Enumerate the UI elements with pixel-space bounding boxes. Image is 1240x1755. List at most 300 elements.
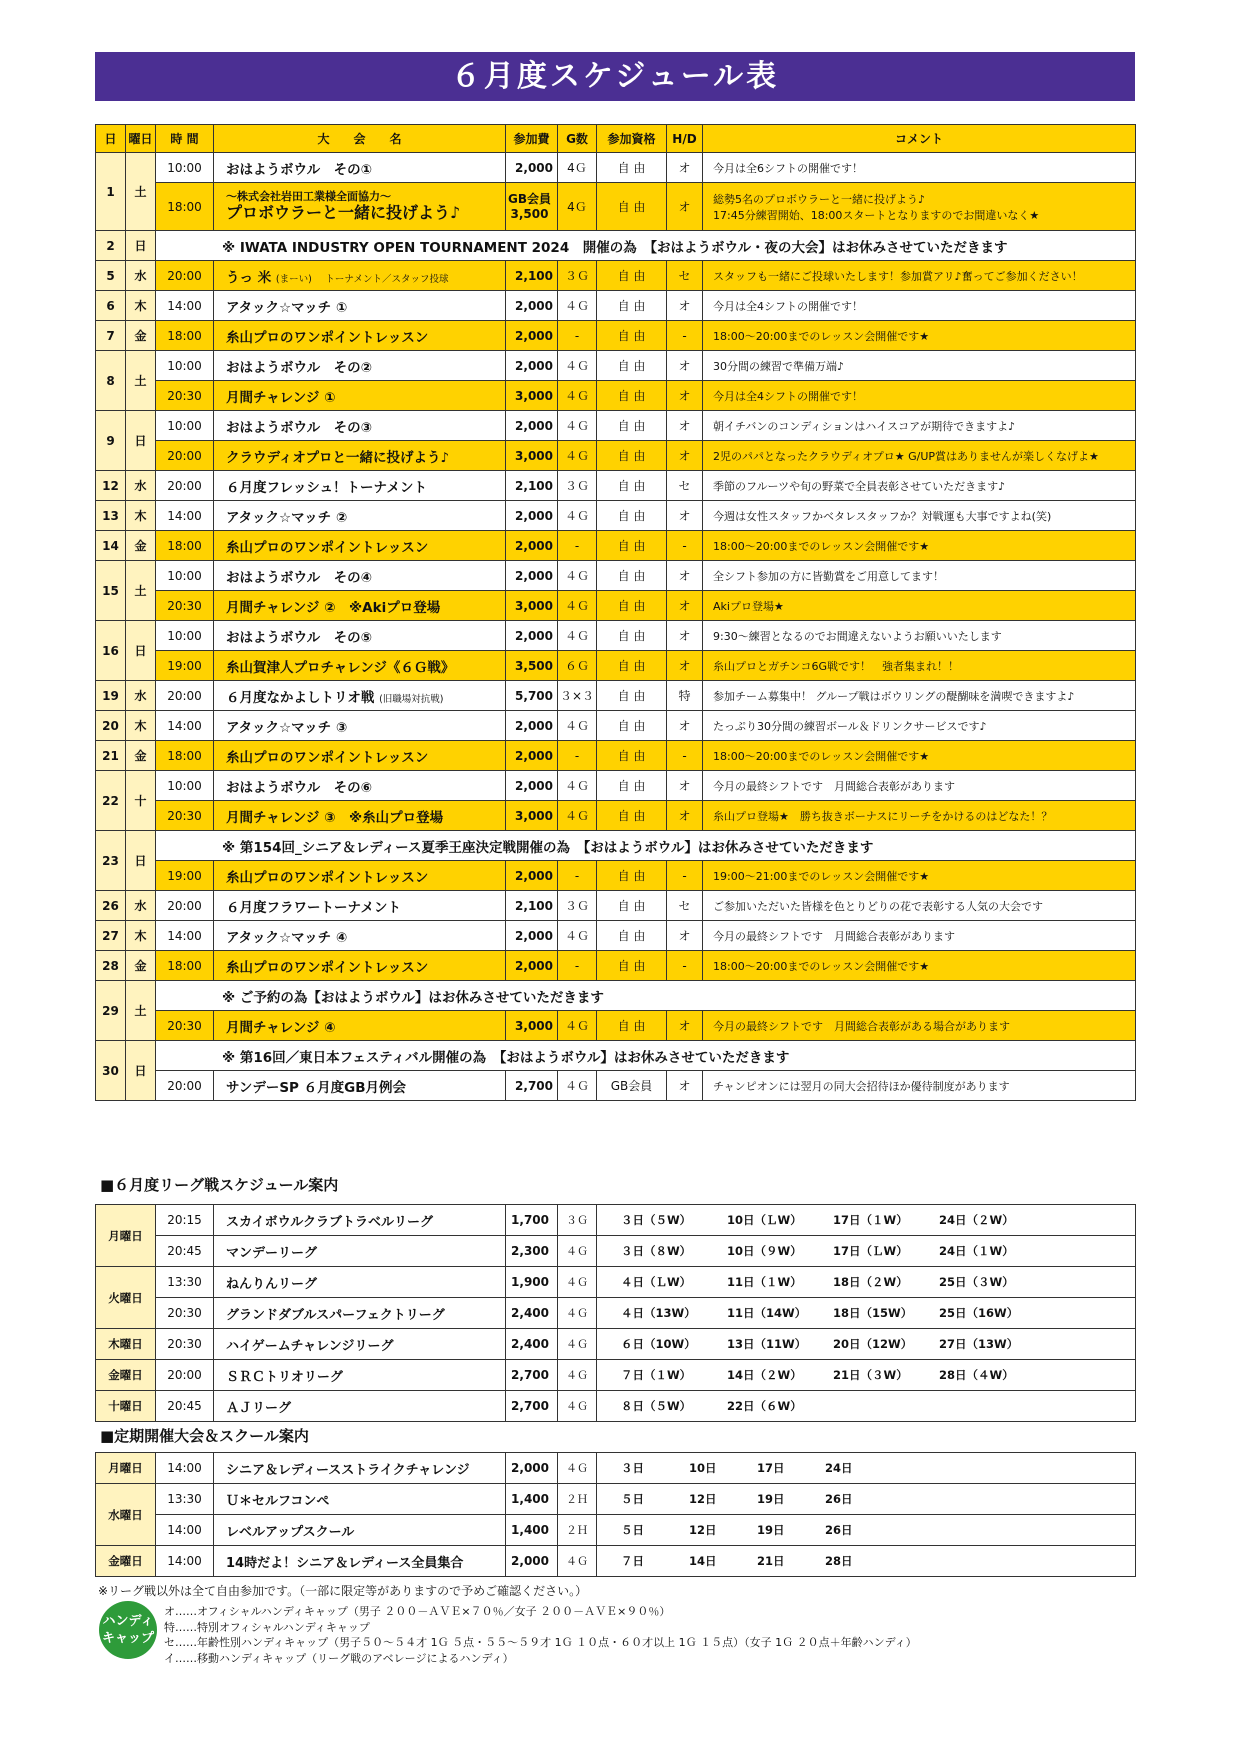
eligibility-cell: 自 由	[597, 411, 667, 441]
games-cell: ４Ｇ	[558, 351, 597, 381]
schedule-row	[96, 183, 1136, 231]
weekday-cell: 日	[126, 411, 156, 471]
games-cell: 4Ｇ	[558, 153, 597, 183]
time-cell: 14:00	[156, 291, 214, 321]
fee-cell: 2,000	[506, 531, 558, 561]
date-cell: 29	[96, 981, 126, 1041]
column-header: G数	[558, 125, 597, 153]
time-cell: 10:00	[156, 411, 214, 441]
date-cell: 1	[96, 153, 126, 231]
closure-notice: ※ 第154回_シニア＆レディース夏季王座決定戦開催の為 【おはようボウル】はお休みさせていただきます	[156, 831, 1136, 861]
event-subtitle: トーナメント／スタッフ投球	[325, 273, 449, 285]
comment-cell: 今月は全6シフトの開催です！	[703, 153, 1136, 183]
time-cell: 18:00	[156, 951, 214, 981]
date-entry: 24日（２W）	[939, 1213, 1014, 1227]
time-cell: 18:00	[156, 531, 214, 561]
date-entry: 18日（15W）	[833, 1306, 913, 1320]
eligibility-cell: 自 由	[597, 183, 667, 231]
event-name	[214, 711, 506, 741]
comment-cell: 18:00～20:00までのレッスン会開催です★	[703, 951, 1136, 981]
games-cell: ４Ｇ	[558, 1011, 597, 1041]
event-name	[214, 183, 506, 231]
eligibility-cell: 自 由	[597, 321, 667, 351]
date-entry: 25日（３W）	[939, 1275, 1014, 1289]
weekday-cell: 日	[126, 1041, 156, 1101]
eligibility-cell: 自 由	[597, 531, 667, 561]
event-title: 糸山プロのワンポイントレッスン	[226, 539, 429, 556]
date-cell: 6	[96, 291, 126, 321]
comment-cell: 2児のパパとなったクラウディオプロ★ G/UP賞はありませんが楽しくなげよ★	[703, 441, 1136, 471]
comment-cell: 今月の最終シフトです 月間総合表彰がある場合があります	[703, 1011, 1136, 1041]
event-name	[214, 591, 506, 621]
games-cell: ４Ｇ	[558, 381, 597, 411]
handicap-cell: -	[667, 951, 703, 981]
games-cell: ４Ｇ	[558, 291, 597, 321]
event-name	[214, 861, 506, 891]
games-cell: -	[558, 951, 597, 981]
weekday-cell: 金曜日	[96, 1360, 156, 1391]
time-cell: 20:45	[156, 1391, 214, 1422]
weekday-cell: 土	[126, 561, 156, 621]
eligibility-cell: 自 由	[597, 771, 667, 801]
comment-cell: 朝イチバンのコンディションはハイスコアが期待できますよ♪	[703, 411, 1136, 441]
fee-cell: 2,000	[506, 741, 558, 771]
column-header: 曜日	[126, 125, 156, 153]
event-name	[214, 801, 506, 831]
schedule-row	[96, 441, 1136, 471]
games-cell: ３Ｇ	[558, 471, 597, 501]
date-entry: ３日	[621, 1461, 644, 1475]
event-title: 糸山プロのワンポイントレッスン	[226, 869, 429, 886]
comment-cell: Akiプロ登場★	[703, 591, 1136, 621]
event-name	[214, 471, 506, 501]
games-cell: ４Ｇ	[558, 1298, 597, 1329]
column-header: 時 間	[156, 125, 214, 153]
schedule-row	[96, 741, 1136, 771]
comment-cell: 今月は全4シフトの開催です！	[703, 291, 1136, 321]
time-cell: 20:00	[156, 1360, 214, 1391]
event-name	[214, 651, 506, 681]
time-cell: 20:30	[156, 1329, 214, 1360]
fee-cell: 2,000	[506, 1546, 558, 1577]
fee-cell: 3,000	[506, 801, 558, 831]
games-cell: ４Ｇ	[558, 801, 597, 831]
weekday-cell: 金	[126, 741, 156, 771]
schedule-row	[96, 351, 1136, 381]
games-cell: ４Ｇ	[558, 501, 597, 531]
event-title: アタック☆マッチ ②	[226, 509, 348, 526]
eligibility-cell: 自 由	[597, 381, 667, 411]
date-entry: ３日（８W）	[621, 1244, 692, 1258]
time-cell: 18:00	[156, 321, 214, 351]
date-entry: 14日（２W）	[727, 1368, 802, 1382]
dates-cell	[597, 1329, 1136, 1360]
handicap-cell: オ	[667, 771, 703, 801]
comment-line: 17:45分練習開始、18:00スタートとなりますのでお間違いなく★	[713, 208, 1040, 222]
schedule-row	[96, 153, 1136, 183]
date-entry: 28日（４W）	[939, 1368, 1014, 1382]
games-cell: ４Ｇ	[558, 591, 597, 621]
schedule-row	[96, 231, 1136, 261]
date-entry: 10日	[689, 1461, 717, 1475]
handicap-cell: オ	[667, 621, 703, 651]
time-cell: 14:00	[156, 711, 214, 741]
date-cell: 19	[96, 681, 126, 711]
handicap-cell: オ	[667, 501, 703, 531]
event-title: 月間チャレンジ ①	[226, 389, 336, 406]
time-cell: 18:00	[156, 741, 214, 771]
time-cell: 19:00	[156, 651, 214, 681]
handicap-cell: オ	[667, 921, 703, 951]
eligibility-cell: 自 由	[597, 801, 667, 831]
date-cell: 14	[96, 531, 126, 561]
eligibility-cell: 自 由	[597, 591, 667, 621]
schedule-row	[96, 471, 1136, 501]
column-header: 大 会 名	[214, 125, 506, 153]
event-title: ６月度フレッシュ！トーナメント	[226, 479, 428, 496]
schedule-row	[96, 621, 1136, 651]
date-entry: ５日	[621, 1523, 644, 1537]
league-row	[96, 1236, 1136, 1267]
date-entry: ６日（10W）	[621, 1337, 696, 1351]
schedule-row	[96, 261, 1136, 291]
fee-cell: 2,400	[506, 1298, 558, 1329]
time-cell: 19:00	[156, 861, 214, 891]
weekday-cell: 土	[126, 351, 156, 411]
fee-cell: 2,400	[506, 1329, 558, 1360]
fee-cell: 2,000	[506, 291, 558, 321]
time-cell: 14:00	[156, 921, 214, 951]
games-cell: ４Ｇ	[558, 1360, 597, 1391]
event-name: シニア＆レディースストライクチャレンジ	[214, 1453, 506, 1484]
closure-notice: ※ IWATA INDUSTRY OPEN TOURNAMENT 2024 開催の為 【おはようボウル・夜の大会】はお休みさせていただきます	[156, 231, 1136, 261]
schedule-row	[96, 801, 1136, 831]
schedule-row	[96, 561, 1136, 591]
handicap-line: セ……年齢性別ハンディキャップ（男子５０～５４才 1Ｇ ５点・５５～５９才 1Ｇ １０点・６０才以上 1Ｇ １５点）（女子 1Ｇ ２０点＋年齢ハンディ）	[164, 1636, 917, 1649]
event-title: 月間チャレンジ ② ※Akiプロ登場	[226, 599, 441, 616]
schedule-row	[96, 681, 1136, 711]
date-entry: 17日	[757, 1461, 785, 1475]
handicap-cell: オ	[667, 381, 703, 411]
event-name: ＡＪリーグ	[214, 1391, 506, 1422]
time-cell: 13:30	[156, 1484, 214, 1515]
date-cell: 12	[96, 471, 126, 501]
eligibility-cell: 自 由	[597, 291, 667, 321]
eligibility-cell: 自 由	[597, 951, 667, 981]
games-cell: 4Ｇ	[558, 183, 597, 231]
eligibility-cell: 自 由	[597, 651, 667, 681]
fee-cell: 2,700	[506, 1391, 558, 1422]
event-name	[214, 891, 506, 921]
eligibility-cell: 自 由	[597, 153, 667, 183]
eligibility-cell: 自 由	[597, 561, 667, 591]
comment-cell: 季節のフルーツや旬の野菜で全員表彰させていただきます♪	[703, 471, 1136, 501]
handicap-badge-line-1: ハンディ	[102, 1614, 154, 1629]
footnote: ※リーグ戦以外は全て自由参加です。（一部に限定等がありますので予めご確認ください。）	[98, 1584, 588, 1598]
games-cell: ３Ｇ	[558, 891, 597, 921]
regular-row	[96, 1546, 1136, 1577]
handicap-cell: -	[667, 531, 703, 561]
event-name	[214, 321, 506, 351]
league-row	[96, 1267, 1136, 1298]
fee-cell: 2,100	[506, 261, 558, 291]
date-cell: 30	[96, 1041, 126, 1101]
eligibility-cell: 自 由	[597, 741, 667, 771]
column-header: 参加資格	[597, 125, 667, 153]
comment-cell: チャンピオンには翌月の同大会招待ほか優待制度があります	[703, 1071, 1136, 1101]
comment-cell: 30分間の練習で準備万端♪	[703, 351, 1136, 381]
date-entry: 17日（１W）	[833, 1213, 908, 1227]
comment-cell: 今月の最終シフトです 月間総合表彰があります	[703, 921, 1136, 951]
closure-notice: ※ ご予約の為【おはようボウル】はお休みさせていただきます	[156, 981, 1136, 1011]
schedule-row	[96, 411, 1136, 441]
fee-cell: 2,000	[506, 351, 558, 381]
date-entry: 17日（ＬW）	[833, 1244, 908, 1258]
fee-cell: 2,000	[506, 921, 558, 951]
league-row	[96, 1298, 1136, 1329]
weekday-cell: 金曜日	[96, 1546, 156, 1577]
comment-cell: 9:30～練習となるのでお間違えないようお願いいたします	[703, 621, 1136, 651]
date-entry: 26日	[825, 1523, 853, 1537]
time-cell: 14:00	[156, 1546, 214, 1577]
date-entry: 20日（12W）	[833, 1337, 913, 1351]
dates-cell	[597, 1546, 1136, 1577]
event-name	[214, 261, 506, 291]
date-cell: 26	[96, 891, 126, 921]
event-title: おはようボウル その③	[226, 419, 373, 436]
handicap-badge	[99, 1601, 157, 1659]
handicap-cell: オ	[667, 351, 703, 381]
regular-row	[96, 1484, 1136, 1515]
handicap-cell: セ	[667, 891, 703, 921]
schedule-row	[96, 591, 1136, 621]
schedule-row	[96, 1071, 1136, 1101]
games-cell: ４Ｇ	[558, 561, 597, 591]
dates-cell	[597, 1391, 1136, 1422]
handicap-line: オ……オフィシャルハンディキャップ（男子 ２００－ＡＶＥ×７０％／女子 ２００－ＡＶＥ×９０％）	[164, 1605, 671, 1618]
time-cell: 13:30	[156, 1267, 214, 1298]
date-entry: 11日（１W）	[727, 1275, 802, 1289]
weekday-cell: 火曜日	[96, 1267, 156, 1329]
date-entry: ３日（５W）	[621, 1213, 692, 1227]
weekday-cell: 日	[126, 831, 156, 891]
handicap-cell: -	[667, 741, 703, 771]
event-name	[214, 381, 506, 411]
schedule-row	[96, 321, 1136, 351]
games-cell: ４Ｇ	[558, 711, 597, 741]
comment-cell: 糸山プロとガチンコ6G戦です！ 強者集まれ！！	[703, 651, 1136, 681]
handicap-line: 特……特別オフィシャルハンディキャップ	[164, 1620, 370, 1634]
games-cell: -	[558, 741, 597, 771]
time-cell: 20:30	[156, 381, 214, 411]
eligibility-cell: 自 由	[597, 351, 667, 381]
handicap-cell: オ	[667, 153, 703, 183]
date-entry: 24日（１W）	[939, 1244, 1014, 1258]
event-title: 糸山プロのワンポイントレッスン	[226, 329, 429, 346]
comment-cell: 参加チーム募集中！ グループ戦はボウリングの醍醐味を満喫できますよ♪	[703, 681, 1136, 711]
weekday-cell: 水	[126, 471, 156, 501]
event-title: プロボウラーと一緒に投げよう♪	[226, 203, 461, 222]
schedule-table	[95, 124, 1136, 1101]
date-cell: 7	[96, 321, 126, 351]
weekday-cell: 土	[126, 981, 156, 1041]
league-row	[96, 1391, 1136, 1422]
schedule-header-row	[96, 125, 1136, 153]
event-name	[214, 1071, 506, 1101]
eligibility-cell: 自 由	[597, 621, 667, 651]
date-entry: 28日	[825, 1554, 853, 1568]
weekday-cell: 金	[126, 951, 156, 981]
eligibility-cell: 自 由	[597, 441, 667, 471]
date-entry: ８日（５W）	[621, 1399, 692, 1413]
event-name	[214, 153, 506, 183]
fee-cell: 2,700	[506, 1360, 558, 1391]
event-title: 糸山プロのワンポイントレッスン	[226, 749, 429, 766]
date-entry: 11日（14W）	[727, 1306, 807, 1320]
fee-cell: 2,300	[506, 1236, 558, 1267]
event-title: アタック☆マッチ ④	[226, 929, 348, 946]
event-name	[214, 921, 506, 951]
league-heading: ■６月度リーグ戦スケジュール案内	[100, 1176, 339, 1194]
time-cell: 20:30	[156, 1011, 214, 1041]
comment-cell: 今月の最終シフトです 月間総合表彰があります	[703, 771, 1136, 801]
date-cell: 8	[96, 351, 126, 411]
time-cell: 10:00	[156, 771, 214, 801]
handicap-cell: オ	[667, 1071, 703, 1101]
comment-cell: 18:00～20:00までのレッスン会開催です★	[703, 531, 1136, 561]
date-entry: 12日	[689, 1523, 717, 1537]
eligibility-cell: 自 由	[597, 681, 667, 711]
event-title: クラウディオプロと一緒に投げよう♪	[226, 449, 450, 466]
event-title: ６月度フラワートーナメント	[226, 899, 401, 916]
schedule-row	[96, 891, 1136, 921]
time-cell: 20:00	[156, 471, 214, 501]
event-title: 月間チャレンジ ③ ※糸山プロ登場	[226, 809, 444, 826]
schedule-row	[96, 981, 1136, 1011]
fee-cell: 2,000	[506, 501, 558, 531]
games-cell: ４Ｇ	[558, 1546, 597, 1577]
weekday-cell: 水曜日	[96, 1484, 156, 1546]
time-cell: 14:00	[156, 1453, 214, 1484]
games-cell: ４Ｇ	[558, 621, 597, 651]
handicap-cell: オ	[667, 291, 703, 321]
column-header: 参加費	[506, 125, 558, 153]
event-name	[214, 531, 506, 561]
event-name: マンデーリーグ	[214, 1236, 506, 1267]
games-cell: ４Ｇ	[558, 1391, 597, 1422]
games-cell: ４Ｇ	[558, 1453, 597, 1484]
date-entry: 24日	[825, 1461, 853, 1475]
handicap-legend	[164, 1604, 917, 1666]
games-cell: ６Ｇ	[558, 651, 597, 681]
date-entry: 18日（２W）	[833, 1275, 908, 1289]
handicap-cell: オ	[667, 561, 703, 591]
handicap-cell: セ	[667, 261, 703, 291]
weekday-cell: 日	[126, 231, 156, 261]
eligibility-cell: 自 由	[597, 471, 667, 501]
eligibility-cell: 自 由	[597, 861, 667, 891]
games-cell: -	[558, 321, 597, 351]
schedule-row	[96, 831, 1136, 861]
date-entry: ５日	[621, 1492, 644, 1506]
event-title: 糸山賀津人プロチャレンジ《６Ｇ戦》	[226, 659, 455, 676]
event-name	[214, 771, 506, 801]
dates-cell	[597, 1236, 1136, 1267]
handicap-cell: オ	[667, 591, 703, 621]
schedule-row	[96, 711, 1136, 741]
date-cell: 16	[96, 621, 126, 681]
event-name	[214, 741, 506, 771]
time-cell: 20:30	[156, 591, 214, 621]
league-row	[96, 1329, 1136, 1360]
date-entry: 10日（ＬW）	[727, 1213, 802, 1227]
event-name: ねんりんリーグ	[214, 1267, 506, 1298]
date-entry: 10日（９W）	[727, 1244, 802, 1258]
date-entry: 21日	[757, 1554, 785, 1568]
date-entry: 19日	[757, 1523, 785, 1537]
event-title: おはようボウル その①	[226, 161, 373, 178]
schedule-row	[96, 951, 1136, 981]
eligibility-cell: GB会員	[597, 1071, 667, 1101]
eligibility-cell: 自 由	[597, 711, 667, 741]
event-name	[214, 441, 506, 471]
dates-cell	[597, 1484, 1136, 1515]
handicap-cell: オ	[667, 183, 703, 231]
event-title: おはようボウル その⑤	[226, 629, 373, 646]
dates-cell	[597, 1298, 1136, 1329]
comment-line: 総勢5名のプロボウラーと一緒に投げよう♪	[713, 192, 926, 206]
fee-cell: 3,000	[506, 441, 558, 471]
schedule-row	[96, 771, 1136, 801]
event-title: 月間チャレンジ ④	[226, 1019, 336, 1036]
games-cell: ４Ｇ	[558, 1329, 597, 1360]
comment-cell: 今月は全4シフトの開催です！	[703, 381, 1136, 411]
handicap-cell: 特	[667, 681, 703, 711]
time-cell: 18:00	[156, 183, 214, 231]
schedule-row	[96, 1041, 1136, 1071]
dates-cell	[597, 1267, 1136, 1298]
date-entry: ４日（ＬW）	[621, 1275, 692, 1289]
time-cell: 14:00	[156, 501, 214, 531]
date-cell: 22	[96, 771, 126, 831]
comment-cell: 19:00～21:00までのレッスン会開催です★	[703, 861, 1136, 891]
regular-row	[96, 1515, 1136, 1546]
fee-cell: 2,000	[506, 1453, 558, 1484]
handicap-badge-line-2: キャップ	[101, 1631, 154, 1646]
comment-cell: 18:00～20:00までのレッスン会開催です★	[703, 321, 1136, 351]
dates-cell	[597, 1205, 1136, 1236]
column-header: コメント	[703, 125, 1136, 153]
time-cell: 20:00	[156, 1071, 214, 1101]
time-cell: 20:45	[156, 1236, 214, 1267]
fee-cell: 2,000	[506, 561, 558, 591]
event-title: おはようボウル その②	[226, 359, 373, 376]
weekday-cell: 月曜日	[96, 1205, 156, 1267]
schedule-row	[96, 501, 1136, 531]
time-cell: 10:00	[156, 153, 214, 183]
event-name: 14時だよ！シニア＆レディース全員集合	[214, 1546, 506, 1577]
event-title: アタック☆マッチ ③	[226, 719, 348, 736]
games-cell: ３Ｇ	[558, 1205, 597, 1236]
date-entry: 12日	[689, 1492, 717, 1506]
date-entry: ７日	[621, 1554, 644, 1568]
comment-cell: 全シフト参加の方に皆勤賞をご用意してます！	[703, 561, 1136, 591]
event-name: ハイゲームチャレンジリーグ	[214, 1329, 506, 1360]
comment-cell	[703, 183, 1136, 231]
fee-cell: 2,000	[506, 321, 558, 351]
handicap-cell: オ	[667, 411, 703, 441]
fee-cell: 3,000	[506, 1011, 558, 1041]
